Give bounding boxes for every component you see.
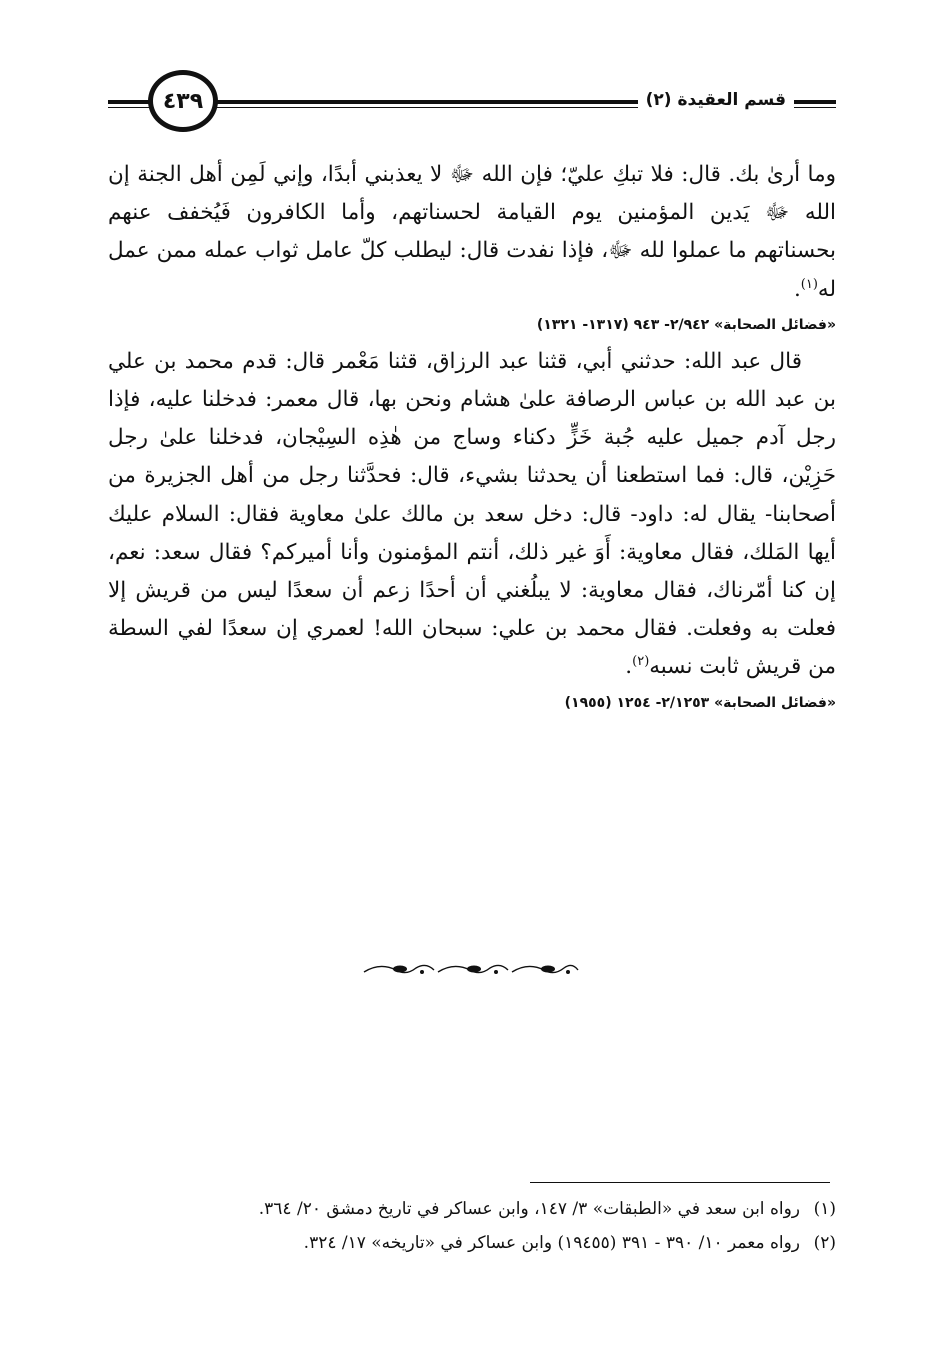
source-citation-1: «فضائل الصحابة» ٢/٩٤٢- ٩٤٣ (١٣١٧- ١٣٢١) — [536, 316, 836, 333]
page-header — [108, 70, 836, 136]
paragraph-2-text: قال عبد الله: حدثني أبي، قثنا عبد الرزاق، قثنا مَعْمر قال: قدم محمد بن علي بن عبد الله بن عباس الرصافة علىٰ هشام ونحن بها، قال معمر: فدخلنا عليه، فإذا رجل آدم جميل عليه جُبة خَزٍّ دكناء وساج من هٰذِه السِيْجان، فدخلنا علىٰ رجل حَزِيْن، قال: فما استطعنا أن يحدثنا بشيء، قال: فحدَّثنا رجل من أهل الجزيرة من أصحابنا- يقال له: داود- قال: دخل سعد بن مالك علىٰ معاوية فقال: السلام عليك أيها المَلك، فقال معاوية: أَوَ غير ذلك، أنتم المؤمنون وأنا أميركم؟ فقال سعد: نعم، إن كنا أمّرناك، فقال معاوية: لا يبلُغني أن أحدًا زعم أن سعدًا ليس من قريش إلا فعلت به وفعلت. فقال محمد بن علي: سبحان الله! لعمري إن سعدًا لفي السطة من قريش ثابت نسبه — [108, 348, 836, 680]
paragraph-1-text: وما أرىٰ بك. قال: فلا تبكِ عليّ؛ فإن الله ﷻ لا يعذبني أبدًا، وإني لَمِن أهل الجنة إن الله ﷻ يَدين المؤمنين يوم القيامة لحسناتهم، وأما الكافرون فَيُخفف عنهم بحسناتهم ما عملوا لله ﷻ، فإذا نفدت قال: ليطلب كلّ عامل ثواب عمله ممن عمل له — [108, 162, 836, 302]
ornament-divider-icon — [360, 958, 582, 980]
main-text — [108, 156, 836, 721]
paragraph-2-end: . — [625, 654, 633, 680]
running-title: قسم العقيدة (٢) — [638, 86, 794, 114]
paragraph-1-end: . — [793, 276, 801, 302]
footnote-ref-2: (٢) — [632, 654, 650, 670]
footnote-separator — [530, 1182, 830, 1183]
footnote-number: (٢) — [813, 1233, 836, 1253]
footnote-ref-1: (١) — [800, 276, 818, 292]
page-number-badge — [148, 70, 218, 132]
footnotes — [108, 1192, 836, 1260]
footnote-text: رواه معمر ١٠/ ٣٩٠ - ٣٩١ (١٩٤٥٥) وابن عساكر في «تاريخه» ١٧/ ٣٢٤. — [303, 1233, 800, 1253]
footnote-2 — [108, 1226, 836, 1260]
footnote-text: رواه ابن سعد في «الطبقات» ٣/ ١٤٧، وابن عساكر في تاريخ دمشق ٢٠/ ٣٦٤. — [258, 1199, 800, 1219]
paragraph-1 — [108, 156, 836, 309]
page-number: ٤٣٩ — [162, 88, 204, 114]
footnote-number: (١) — [813, 1199, 836, 1219]
paragraph-2 — [108, 343, 836, 687]
source-citation-2: «فضائل الصحابة» ٢/١٢٥٣- ١٢٥٤ (١٩٥٥) — [564, 694, 836, 711]
footnote-1 — [108, 1192, 836, 1226]
